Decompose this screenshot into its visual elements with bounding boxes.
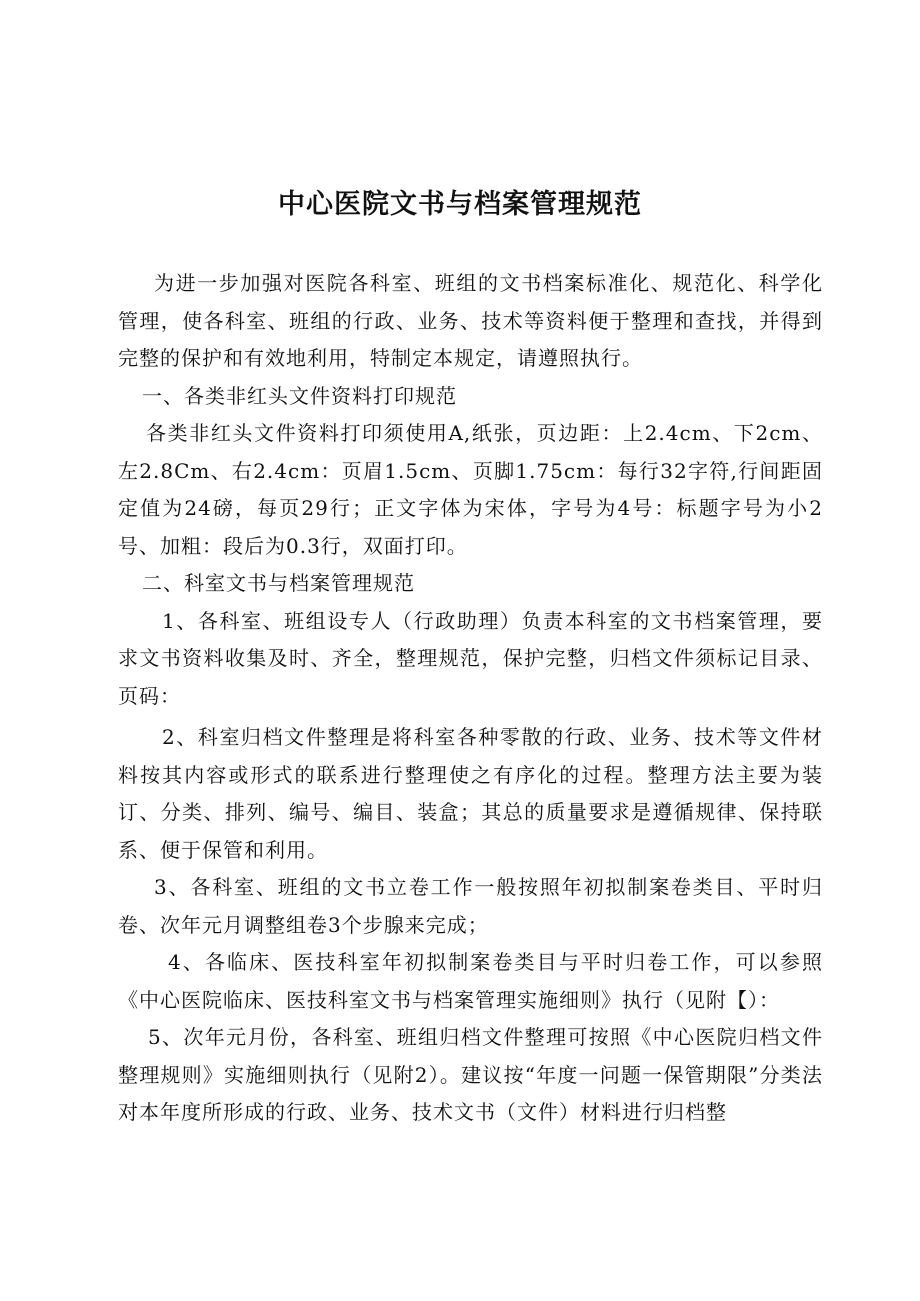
document-title: 中心医院文书与档案管理规范 — [278, 189, 642, 220]
section-2-heading: 二、科室文书与档案管理规范 — [142, 571, 415, 595]
section-2-item-1: 1、各科室、班组设专人（行政助理）负责本科室的文书档案管理，要求文书资料收集及时、齐全，整理规范，保护完整，归档文件须标记目录、页码： — [118, 608, 823, 708]
section-1-body: 各类非红头文件资料打印须使用A,纸张，页边距：上2.4cm、下2cm、左2.8Cm、右2.4cm：页眉1.5cm、页脚1.75cm：每行32字符,行间距固定值为24磅，每页29行；正文字体为宋体，字号为4号：标题字号为小2号、加粗：段后为0.3行，双面打印。 — [118, 421, 823, 558]
document-body — [118, 265, 823, 1132]
section-2-item-2: 2、科室归档文件整理是将科室各种零散的行政、业务、技术等文件材料按其内容或形式的联系进行整理使之有序化的过程。整理方法主要为装订、分类、排列、编号、编目、装盒；其总的质量要求是遵循规律、保持联系、便于保管和利用。 — [118, 725, 823, 862]
section-2-item-5: 5、次年元月份，各科室、班组归档文件整理可按照《中心医院归档文件整理规则》实施细则执行（见附2）。建议按“年度一问题一保管期限”分类法对本年度所形成的行政、业务、技术文书（文件）材料进行归档整 — [118, 1025, 823, 1124]
section-1-heading: 一、各类非红头文件资料打印规范 — [142, 383, 457, 408]
section-2-item-4: 4、各临床、医技科室年初拟制案卷类目与平时归卷工作，可以参照《中心医院临床、医技科室文书与档案管理实施细则》执行（见附【）： — [118, 950, 823, 1012]
intro-paragraph: 为进一步加强对医院各科室、班组的文书档案标准化、规范化、科学化管理，使各科室、班组的行政、业务、技术等资料便于整理和查找，并得到完整的保护和有效地利用，特制定本规定，请遵照执行。 — [118, 271, 823, 370]
section-2-item-3: 3、各科室、班组的文书立卷工作一般按照年初拟制案卷类目、平时归卷、次年元月调整组卷3个步腺来完成； — [118, 875, 823, 937]
